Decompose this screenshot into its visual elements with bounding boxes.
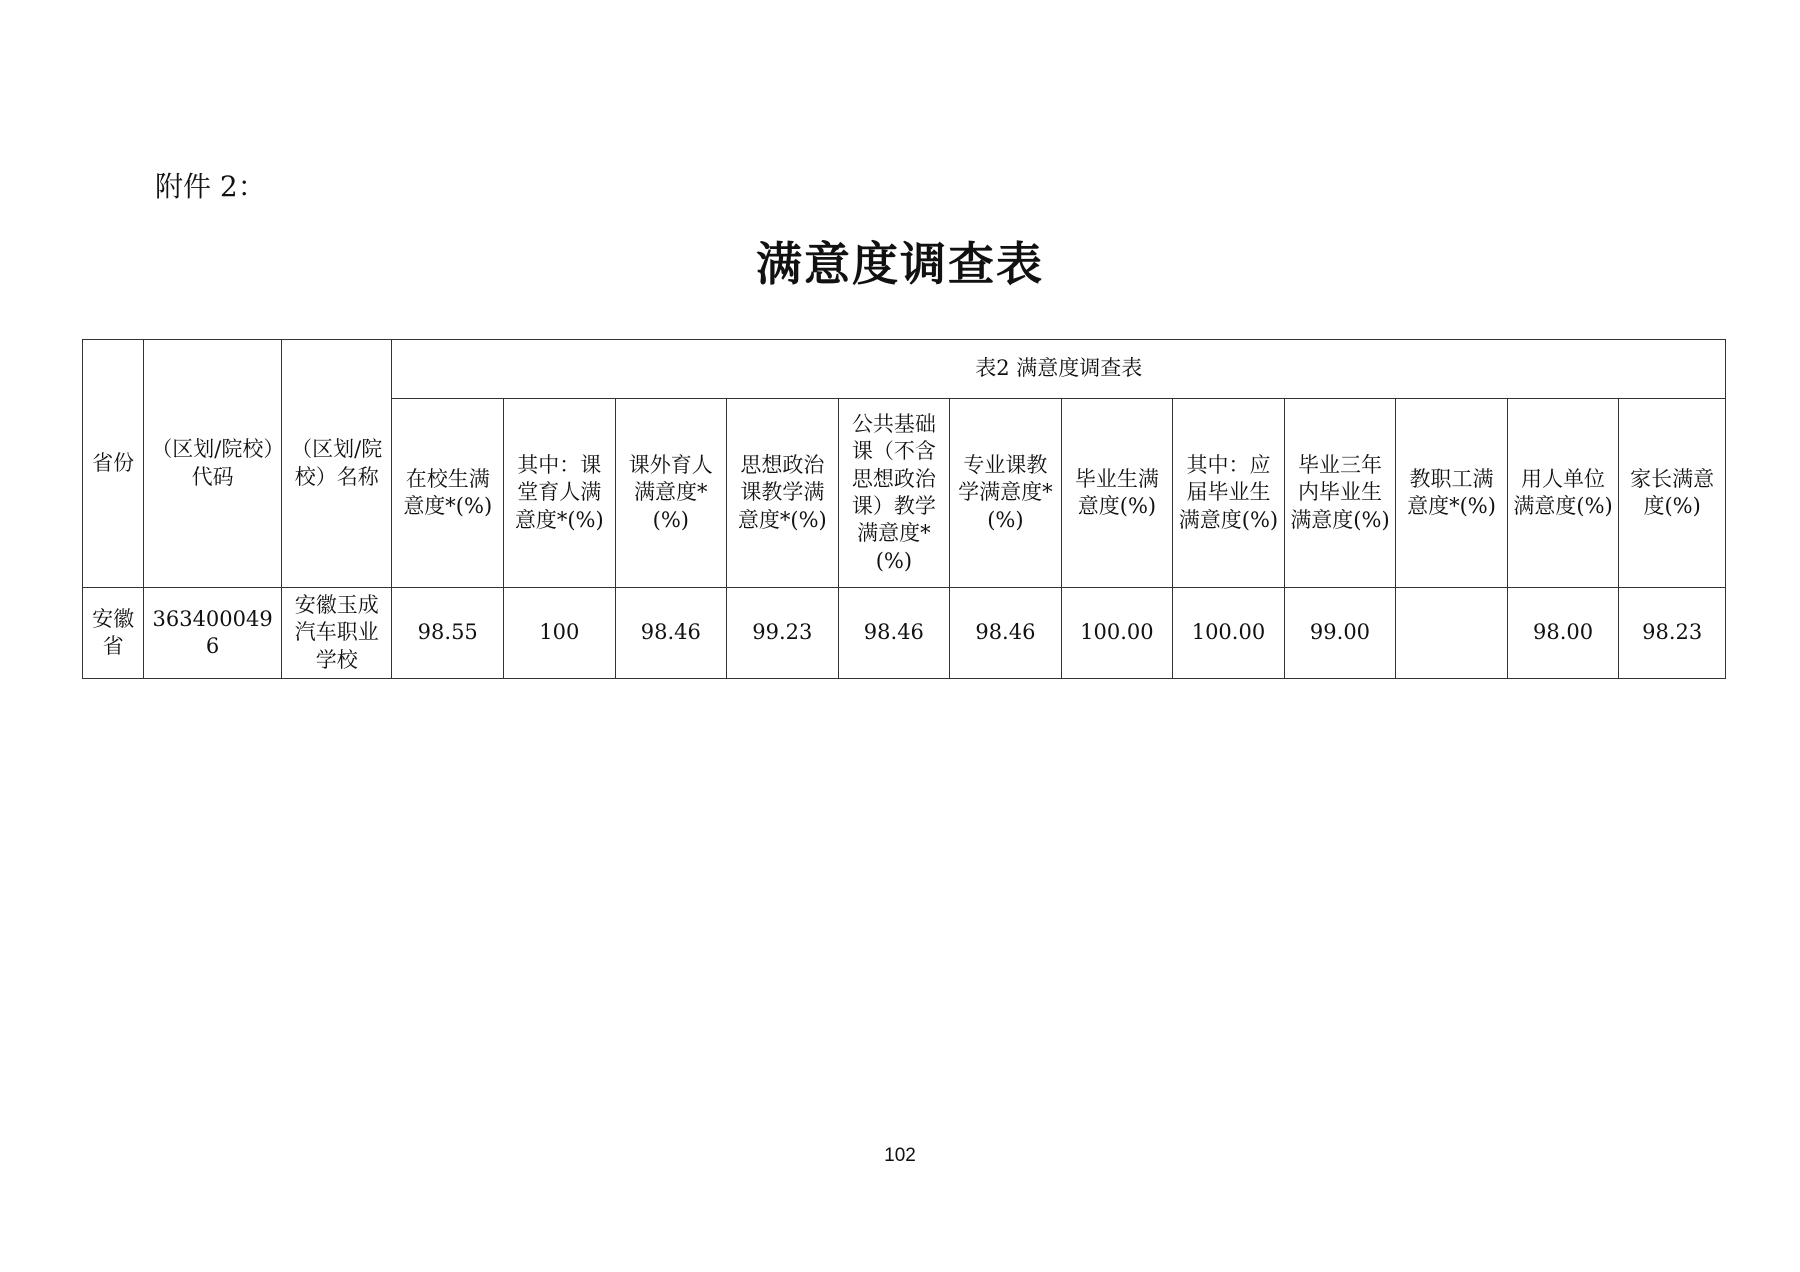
cell-three-year-graduate-satisfaction: 99.00 bbox=[1284, 588, 1396, 679]
cell-name: 安徽玉成汽车职业学校 bbox=[281, 588, 392, 679]
cell-public-course-satisfaction: 98.46 bbox=[838, 588, 950, 679]
header-professional-course-satisfaction: 专业课教学满意度*(%) bbox=[950, 399, 1062, 588]
header-classroom-satisfaction: 其中：课堂育人满意度*(%) bbox=[504, 399, 616, 588]
cell-code: 3634000496 bbox=[144, 588, 282, 679]
header-parent-satisfaction: 家长满意度(%) bbox=[1619, 399, 1726, 588]
cell-province: 安徽省 bbox=[83, 588, 144, 679]
cell-fresh-graduate-satisfaction: 100.00 bbox=[1173, 588, 1285, 679]
table-row bbox=[83, 588, 1726, 679]
header-public-course-satisfaction: 公共基础课（不含思想政治课）教学满意度*(%) bbox=[838, 399, 950, 588]
header-province: 省份 bbox=[83, 340, 144, 588]
header-name: （区划/院校）名称 bbox=[281, 340, 392, 588]
header-employer-satisfaction: 用人单位满意度(%) bbox=[1507, 399, 1619, 588]
header-row-group bbox=[83, 340, 1726, 399]
cell-ideological-course-satisfaction: 99.23 bbox=[727, 588, 839, 679]
cell-staff-satisfaction bbox=[1396, 588, 1508, 679]
cell-professional-course-satisfaction: 98.46 bbox=[950, 588, 1062, 679]
cell-parent-satisfaction: 98.23 bbox=[1619, 588, 1726, 679]
header-extracurricular-satisfaction: 课外育人满意度*(%) bbox=[615, 399, 727, 588]
page-number: 102 bbox=[884, 1145, 916, 1166]
header-graduate-satisfaction: 毕业生满意度(%) bbox=[1061, 399, 1173, 588]
cell-employer-satisfaction: 98.00 bbox=[1507, 588, 1619, 679]
header-three-year-graduate-satisfaction: 毕业三年内毕业生满意度(%) bbox=[1284, 399, 1396, 588]
header-staff-satisfaction: 教职工满意度*(%) bbox=[1396, 399, 1508, 588]
survey-table bbox=[82, 339, 1726, 679]
header-ideological-course-satisfaction: 思想政治课教学满意度*(%) bbox=[727, 399, 839, 588]
cell-student-satisfaction: 98.55 bbox=[392, 588, 504, 679]
table-caption: 表2 满意度调查表 bbox=[392, 340, 1726, 399]
page-title: 满意度调查表 bbox=[756, 237, 1044, 291]
header-code: （区划/院校）代码 bbox=[144, 340, 282, 588]
header-student-satisfaction: 在校生满意度*(%) bbox=[392, 399, 504, 588]
header-fresh-graduate-satisfaction: 其中：应届毕业生满意度(%) bbox=[1173, 399, 1285, 588]
attachment-label: 附件 2： bbox=[155, 170, 266, 203]
cell-graduate-satisfaction: 100.00 bbox=[1061, 588, 1173, 679]
cell-extracurricular-satisfaction: 98.46 bbox=[615, 588, 727, 679]
cell-classroom-satisfaction: 100 bbox=[504, 588, 616, 679]
